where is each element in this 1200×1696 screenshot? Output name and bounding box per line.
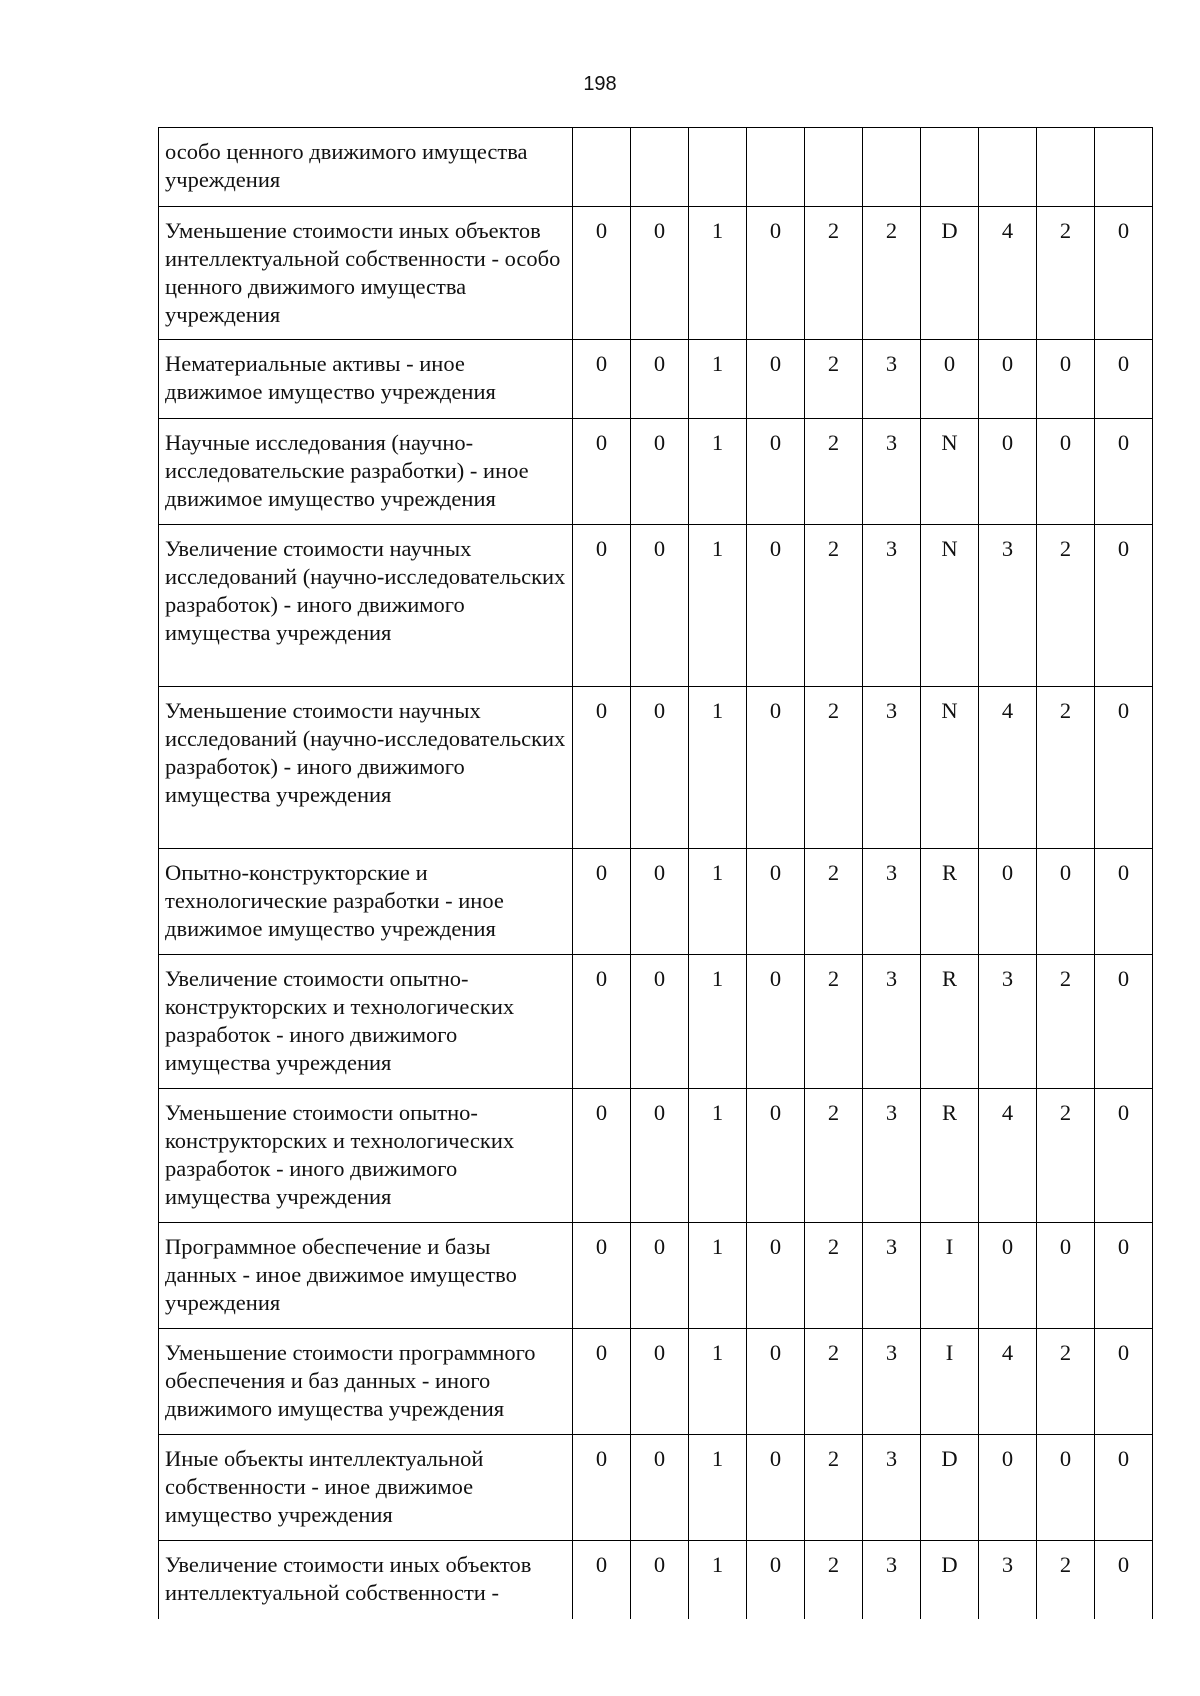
table-row bbox=[159, 525, 1153, 687]
code-digit-10: 0 bbox=[1095, 955, 1153, 1089]
table-row bbox=[159, 1541, 1153, 1619]
code-digit-3: 1 bbox=[689, 1541, 747, 1619]
code-digit-3: 1 bbox=[689, 687, 747, 849]
code-digit-1: 0 bbox=[573, 1435, 631, 1541]
code-digit-10: 0 bbox=[1095, 1541, 1153, 1619]
code-digit-9: 2 bbox=[1037, 207, 1095, 340]
row-description: Иные объекты интеллектуальной собственности - иное движимое имущество учреждения bbox=[159, 1435, 573, 1541]
row-description: Увеличение стоимости иных объектов интеллектуальной собственности - bbox=[159, 1541, 573, 1619]
code-digit-5: 2 bbox=[805, 1435, 863, 1541]
code-digit-6: 3 bbox=[863, 340, 921, 419]
code-digit-3: 1 bbox=[689, 419, 747, 525]
table-row bbox=[159, 849, 1153, 955]
code-digit-4: 0 bbox=[747, 525, 805, 687]
code-digit-7: I bbox=[921, 1223, 979, 1329]
code-digit-1: 0 bbox=[573, 1329, 631, 1435]
code-digit-6: 3 bbox=[863, 525, 921, 687]
code-digit-5: 2 bbox=[805, 1089, 863, 1223]
code-digit-2: 0 bbox=[631, 1435, 689, 1541]
code-digit-9: 0 bbox=[1037, 419, 1095, 525]
code-digit-1: 0 bbox=[573, 849, 631, 955]
code-digit-3 bbox=[689, 128, 747, 207]
code-digit-5: 2 bbox=[805, 419, 863, 525]
code-digit-1: 0 bbox=[573, 419, 631, 525]
code-digit-2: 0 bbox=[631, 687, 689, 849]
code-digit-6: 3 bbox=[863, 1329, 921, 1435]
code-digit-10: 0 bbox=[1095, 207, 1153, 340]
code-digit-10: 0 bbox=[1095, 687, 1153, 849]
code-digit-4: 0 bbox=[747, 1541, 805, 1619]
code-digit-2: 0 bbox=[631, 1223, 689, 1329]
code-digit-8: 0 bbox=[979, 849, 1037, 955]
table-body bbox=[159, 128, 1153, 1619]
table-row bbox=[159, 1435, 1153, 1541]
code-digit-4: 0 bbox=[747, 687, 805, 849]
code-digit-10 bbox=[1095, 128, 1153, 207]
code-digit-8 bbox=[979, 128, 1037, 207]
code-digit-9: 0 bbox=[1037, 1435, 1095, 1541]
table-row bbox=[159, 207, 1153, 340]
code-digit-6: 3 bbox=[863, 955, 921, 1089]
code-digit-5 bbox=[805, 128, 863, 207]
code-digit-5: 2 bbox=[805, 849, 863, 955]
code-digit-1 bbox=[573, 128, 631, 207]
row-description: Уменьшение стоимости опытно-конструкторских и технологических разработок - иного движимого имущества учреждения bbox=[159, 1089, 573, 1223]
code-digit-2: 0 bbox=[631, 419, 689, 525]
code-digit-2: 0 bbox=[631, 340, 689, 419]
code-digit-8: 0 bbox=[979, 1223, 1037, 1329]
code-digit-7: R bbox=[921, 955, 979, 1089]
code-digit-8: 3 bbox=[979, 955, 1037, 1089]
code-digit-5: 2 bbox=[805, 1541, 863, 1619]
code-digit-8: 4 bbox=[979, 207, 1037, 340]
code-digit-9: 0 bbox=[1037, 849, 1095, 955]
code-digit-3: 1 bbox=[689, 340, 747, 419]
table-row bbox=[159, 128, 1153, 207]
code-digit-1: 0 bbox=[573, 340, 631, 419]
code-digit-3: 1 bbox=[689, 1329, 747, 1435]
code-digit-3: 1 bbox=[689, 849, 747, 955]
code-digit-1: 0 bbox=[573, 1089, 631, 1223]
code-digit-5: 2 bbox=[805, 340, 863, 419]
code-digit-2: 0 bbox=[631, 207, 689, 340]
code-digit-3: 1 bbox=[689, 525, 747, 687]
code-digit-7: D bbox=[921, 207, 979, 340]
code-digit-7: D bbox=[921, 1541, 979, 1619]
code-digit-2: 0 bbox=[631, 1541, 689, 1619]
row-description: Уменьшение стоимости иных объектов интеллектуальной собственности - особо ценного движимого имущества учреждения bbox=[159, 207, 573, 340]
code-digit-6: 3 bbox=[863, 1541, 921, 1619]
code-digit-7: N bbox=[921, 687, 979, 849]
row-description: Нематериальные активы - иное движимое имущество учреждения bbox=[159, 340, 573, 419]
code-digit-5: 2 bbox=[805, 525, 863, 687]
code-digit-7: R bbox=[921, 1089, 979, 1223]
code-digit-3: 1 bbox=[689, 955, 747, 1089]
code-digit-9: 2 bbox=[1037, 1541, 1095, 1619]
table-row bbox=[159, 1089, 1153, 1223]
row-description: Программное обеспечение и базы данных - иное движимое имущество учреждения bbox=[159, 1223, 573, 1329]
code-digit-1: 0 bbox=[573, 1223, 631, 1329]
code-digit-8: 3 bbox=[979, 1541, 1037, 1619]
row-description: особо ценного движимого имущества учреждения bbox=[159, 128, 573, 207]
code-digit-9: 0 bbox=[1037, 340, 1095, 419]
code-digit-2: 0 bbox=[631, 525, 689, 687]
account-codes-table bbox=[158, 127, 1153, 1619]
code-digit-2: 0 bbox=[631, 849, 689, 955]
code-digit-4: 0 bbox=[747, 1435, 805, 1541]
code-digit-5: 2 bbox=[805, 1329, 863, 1435]
code-digit-8: 4 bbox=[979, 687, 1037, 849]
code-digit-10: 0 bbox=[1095, 419, 1153, 525]
code-digit-9: 2 bbox=[1037, 1089, 1095, 1223]
code-digit-2: 0 bbox=[631, 1089, 689, 1223]
code-digit-6: 2 bbox=[863, 207, 921, 340]
code-digit-10: 0 bbox=[1095, 1089, 1153, 1223]
code-digit-1: 0 bbox=[573, 687, 631, 849]
code-digit-8: 4 bbox=[979, 1329, 1037, 1435]
code-digit-2: 0 bbox=[631, 955, 689, 1089]
row-description: Уменьшение стоимости научных исследований (научно-исследовательских разработок) - иного движимого имущества учреждения bbox=[159, 687, 573, 849]
row-description: Опытно-конструкторские и технологические разработки - иное движимое имущество учреждения bbox=[159, 849, 573, 955]
code-digit-5: 2 bbox=[805, 687, 863, 849]
table-row bbox=[159, 1223, 1153, 1329]
code-digit-9: 2 bbox=[1037, 1329, 1095, 1435]
code-digit-1: 0 bbox=[573, 525, 631, 687]
code-digit-6: 3 bbox=[863, 1435, 921, 1541]
code-digit-8: 0 bbox=[979, 419, 1037, 525]
row-description: Увеличение стоимости опытно-конструкторских и технологических разработок - иного движимого имущества учреждения bbox=[159, 955, 573, 1089]
row-description: Уменьшение стоимости программного обеспечения и баз данных - иного движимого имущества учреждения bbox=[159, 1329, 573, 1435]
code-digit-6: 3 bbox=[863, 849, 921, 955]
code-digit-5: 2 bbox=[805, 207, 863, 340]
code-digit-6: 3 bbox=[863, 419, 921, 525]
code-digit-7: R bbox=[921, 849, 979, 955]
code-digit-10: 0 bbox=[1095, 1329, 1153, 1435]
code-digit-10: 0 bbox=[1095, 1435, 1153, 1541]
code-digit-1: 0 bbox=[573, 955, 631, 1089]
code-digit-3: 1 bbox=[689, 1089, 747, 1223]
table-row bbox=[159, 955, 1153, 1089]
table-row bbox=[159, 340, 1153, 419]
code-digit-1: 0 bbox=[573, 207, 631, 340]
code-digit-7: 0 bbox=[921, 340, 979, 419]
code-digit-4: 0 bbox=[747, 955, 805, 1089]
code-digit-5: 2 bbox=[805, 955, 863, 1089]
code-digit-4: 0 bbox=[747, 340, 805, 419]
code-digit-10: 0 bbox=[1095, 1223, 1153, 1329]
code-digit-6: 3 bbox=[863, 687, 921, 849]
code-digit-4: 0 bbox=[747, 207, 805, 340]
code-digit-4: 0 bbox=[747, 1089, 805, 1223]
code-digit-10: 0 bbox=[1095, 525, 1153, 687]
code-digit-9 bbox=[1037, 128, 1095, 207]
code-digit-7: N bbox=[921, 419, 979, 525]
code-digit-5: 2 bbox=[805, 1223, 863, 1329]
row-description: Увеличение стоимости научных исследований (научно-исследовательских разработок) - иного движимого имущества учреждения bbox=[159, 525, 573, 687]
code-digit-1: 0 bbox=[573, 1541, 631, 1619]
code-digit-7: D bbox=[921, 1435, 979, 1541]
code-digit-7 bbox=[921, 128, 979, 207]
code-digit-8: 0 bbox=[979, 340, 1037, 419]
code-digit-4: 0 bbox=[747, 849, 805, 955]
code-digit-4: 0 bbox=[747, 419, 805, 525]
code-digit-7: N bbox=[921, 525, 979, 687]
code-digit-8: 0 bbox=[979, 1435, 1037, 1541]
code-digit-10: 0 bbox=[1095, 340, 1153, 419]
code-digit-3: 1 bbox=[689, 1223, 747, 1329]
code-digit-2: 0 bbox=[631, 1329, 689, 1435]
code-digit-7: I bbox=[921, 1329, 979, 1435]
code-digit-2 bbox=[631, 128, 689, 207]
code-digit-6: 3 bbox=[863, 1089, 921, 1223]
code-digit-9: 0 bbox=[1037, 1223, 1095, 1329]
code-digit-6 bbox=[863, 128, 921, 207]
code-digit-9: 2 bbox=[1037, 955, 1095, 1089]
code-digit-4: 0 bbox=[747, 1223, 805, 1329]
code-digit-4: 0 bbox=[747, 1329, 805, 1435]
code-digit-3: 1 bbox=[689, 207, 747, 340]
code-digit-6: 3 bbox=[863, 1223, 921, 1329]
code-digit-3: 1 bbox=[689, 1435, 747, 1541]
table-row bbox=[159, 419, 1153, 525]
table-row bbox=[159, 687, 1153, 849]
code-digit-10: 0 bbox=[1095, 849, 1153, 955]
code-digit-4 bbox=[747, 128, 805, 207]
row-description: Научные исследования (научно-исследовательские разработки) - иное движимое имущество учреждения bbox=[159, 419, 573, 525]
code-digit-8: 4 bbox=[979, 1089, 1037, 1223]
code-digit-9: 2 bbox=[1037, 687, 1095, 849]
table-row bbox=[159, 1329, 1153, 1435]
page-number: 198 bbox=[583, 73, 617, 95]
code-digit-8: 3 bbox=[979, 525, 1037, 687]
code-digit-9: 2 bbox=[1037, 525, 1095, 687]
